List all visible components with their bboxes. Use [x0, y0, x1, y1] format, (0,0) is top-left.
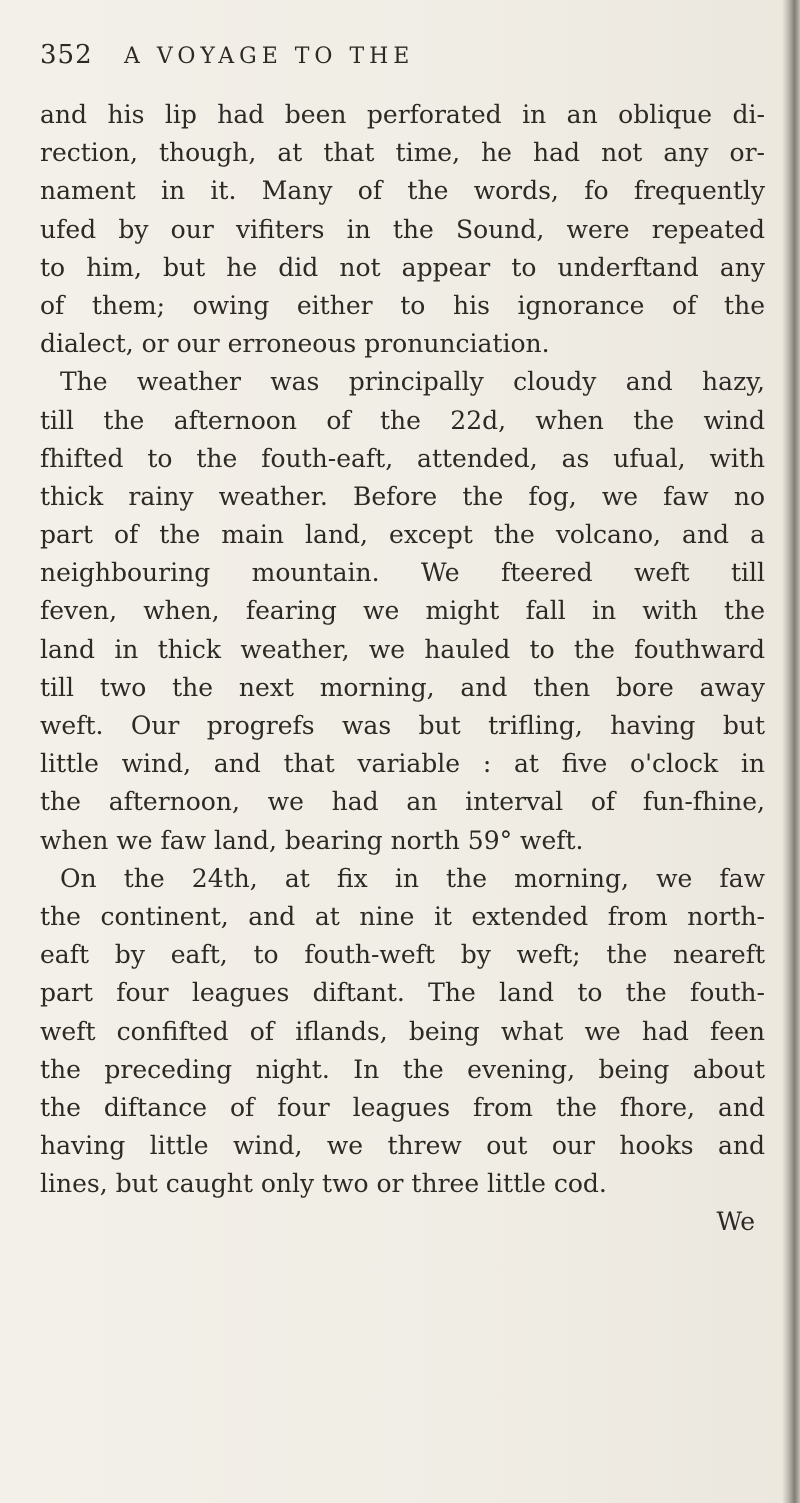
text-line: ufed by our vifiters in the Sound, were repeated: [40, 214, 765, 244]
text-line: land in thick weather, we hauled to the fouthward: [40, 634, 765, 664]
text-line: dialect, or our erroneous pronunciation.: [40, 329, 550, 359]
catchword: We: [716, 1207, 755, 1237]
text-line: having little wind, we threw out our hooks and: [40, 1131, 765, 1161]
page-number: 352: [40, 40, 93, 70]
text-line: On the 24th, at fix in the morning, we faw: [60, 863, 765, 893]
text-line: little wind, and that variable : at five o'clock in: [40, 749, 765, 779]
text-line: fhifted to the fouth-eaft, attended, as ufual, with: [40, 443, 765, 473]
text-line: the continent, and at nine it extended from north-: [40, 901, 765, 931]
text-line: till two the next morning, and then bore away: [40, 672, 765, 702]
text-line: the afternoon, we had an interval of fun-fhine,: [40, 787, 765, 817]
text-line: feven, when, fearing we might fall in with the: [40, 596, 765, 626]
binding-gutter: [782, 0, 800, 1503]
text-line: of them; owing either to his ignorance of the: [40, 290, 765, 320]
text-line: the diftance of four leagues from the fhore, and: [40, 1092, 765, 1122]
text-line: nament in it. Many of the words, fo frequently: [40, 176, 765, 206]
text-line: lines, but caught only two or three little cod.: [40, 1169, 607, 1199]
text-line: eaft by eaft, to fouth-weft by weft; the neareft: [40, 940, 765, 970]
text-line: the preceding night. In the evening, being about: [40, 1054, 765, 1084]
text-line: part four leagues diftant. The land to the fouth-: [40, 978, 765, 1008]
text-line: rection, though, at that time, he had not any or-: [40, 138, 765, 168]
text-line: part of the main land, except the volcano, and a: [40, 520, 765, 550]
text-line: thick rainy weather. Before the fog, we faw no: [40, 481, 765, 511]
text-line: when we faw land, bearing north 59° weft.: [40, 825, 584, 855]
text-line: The weather was principally cloudy and hazy,: [60, 367, 765, 397]
text-line: till the afternoon of the 22d, when the wind: [40, 405, 765, 435]
running-head: [40, 40, 780, 80]
text-line: weft confifted of iflands, being what we had feen: [40, 1016, 765, 1046]
text-line: neighbouring mountain. We fteered weft till: [40, 558, 765, 588]
body-text: [40, 96, 765, 1242]
text-line: to him, but he did not appear to underftand any: [40, 252, 765, 282]
text-line: weft. Our progrefs was but trifling, having but: [40, 711, 765, 740]
text-line: and his lip had been perforated in an oblique di-: [40, 100, 765, 129]
running-title: A VOYAGE TO THE: [124, 44, 415, 69]
